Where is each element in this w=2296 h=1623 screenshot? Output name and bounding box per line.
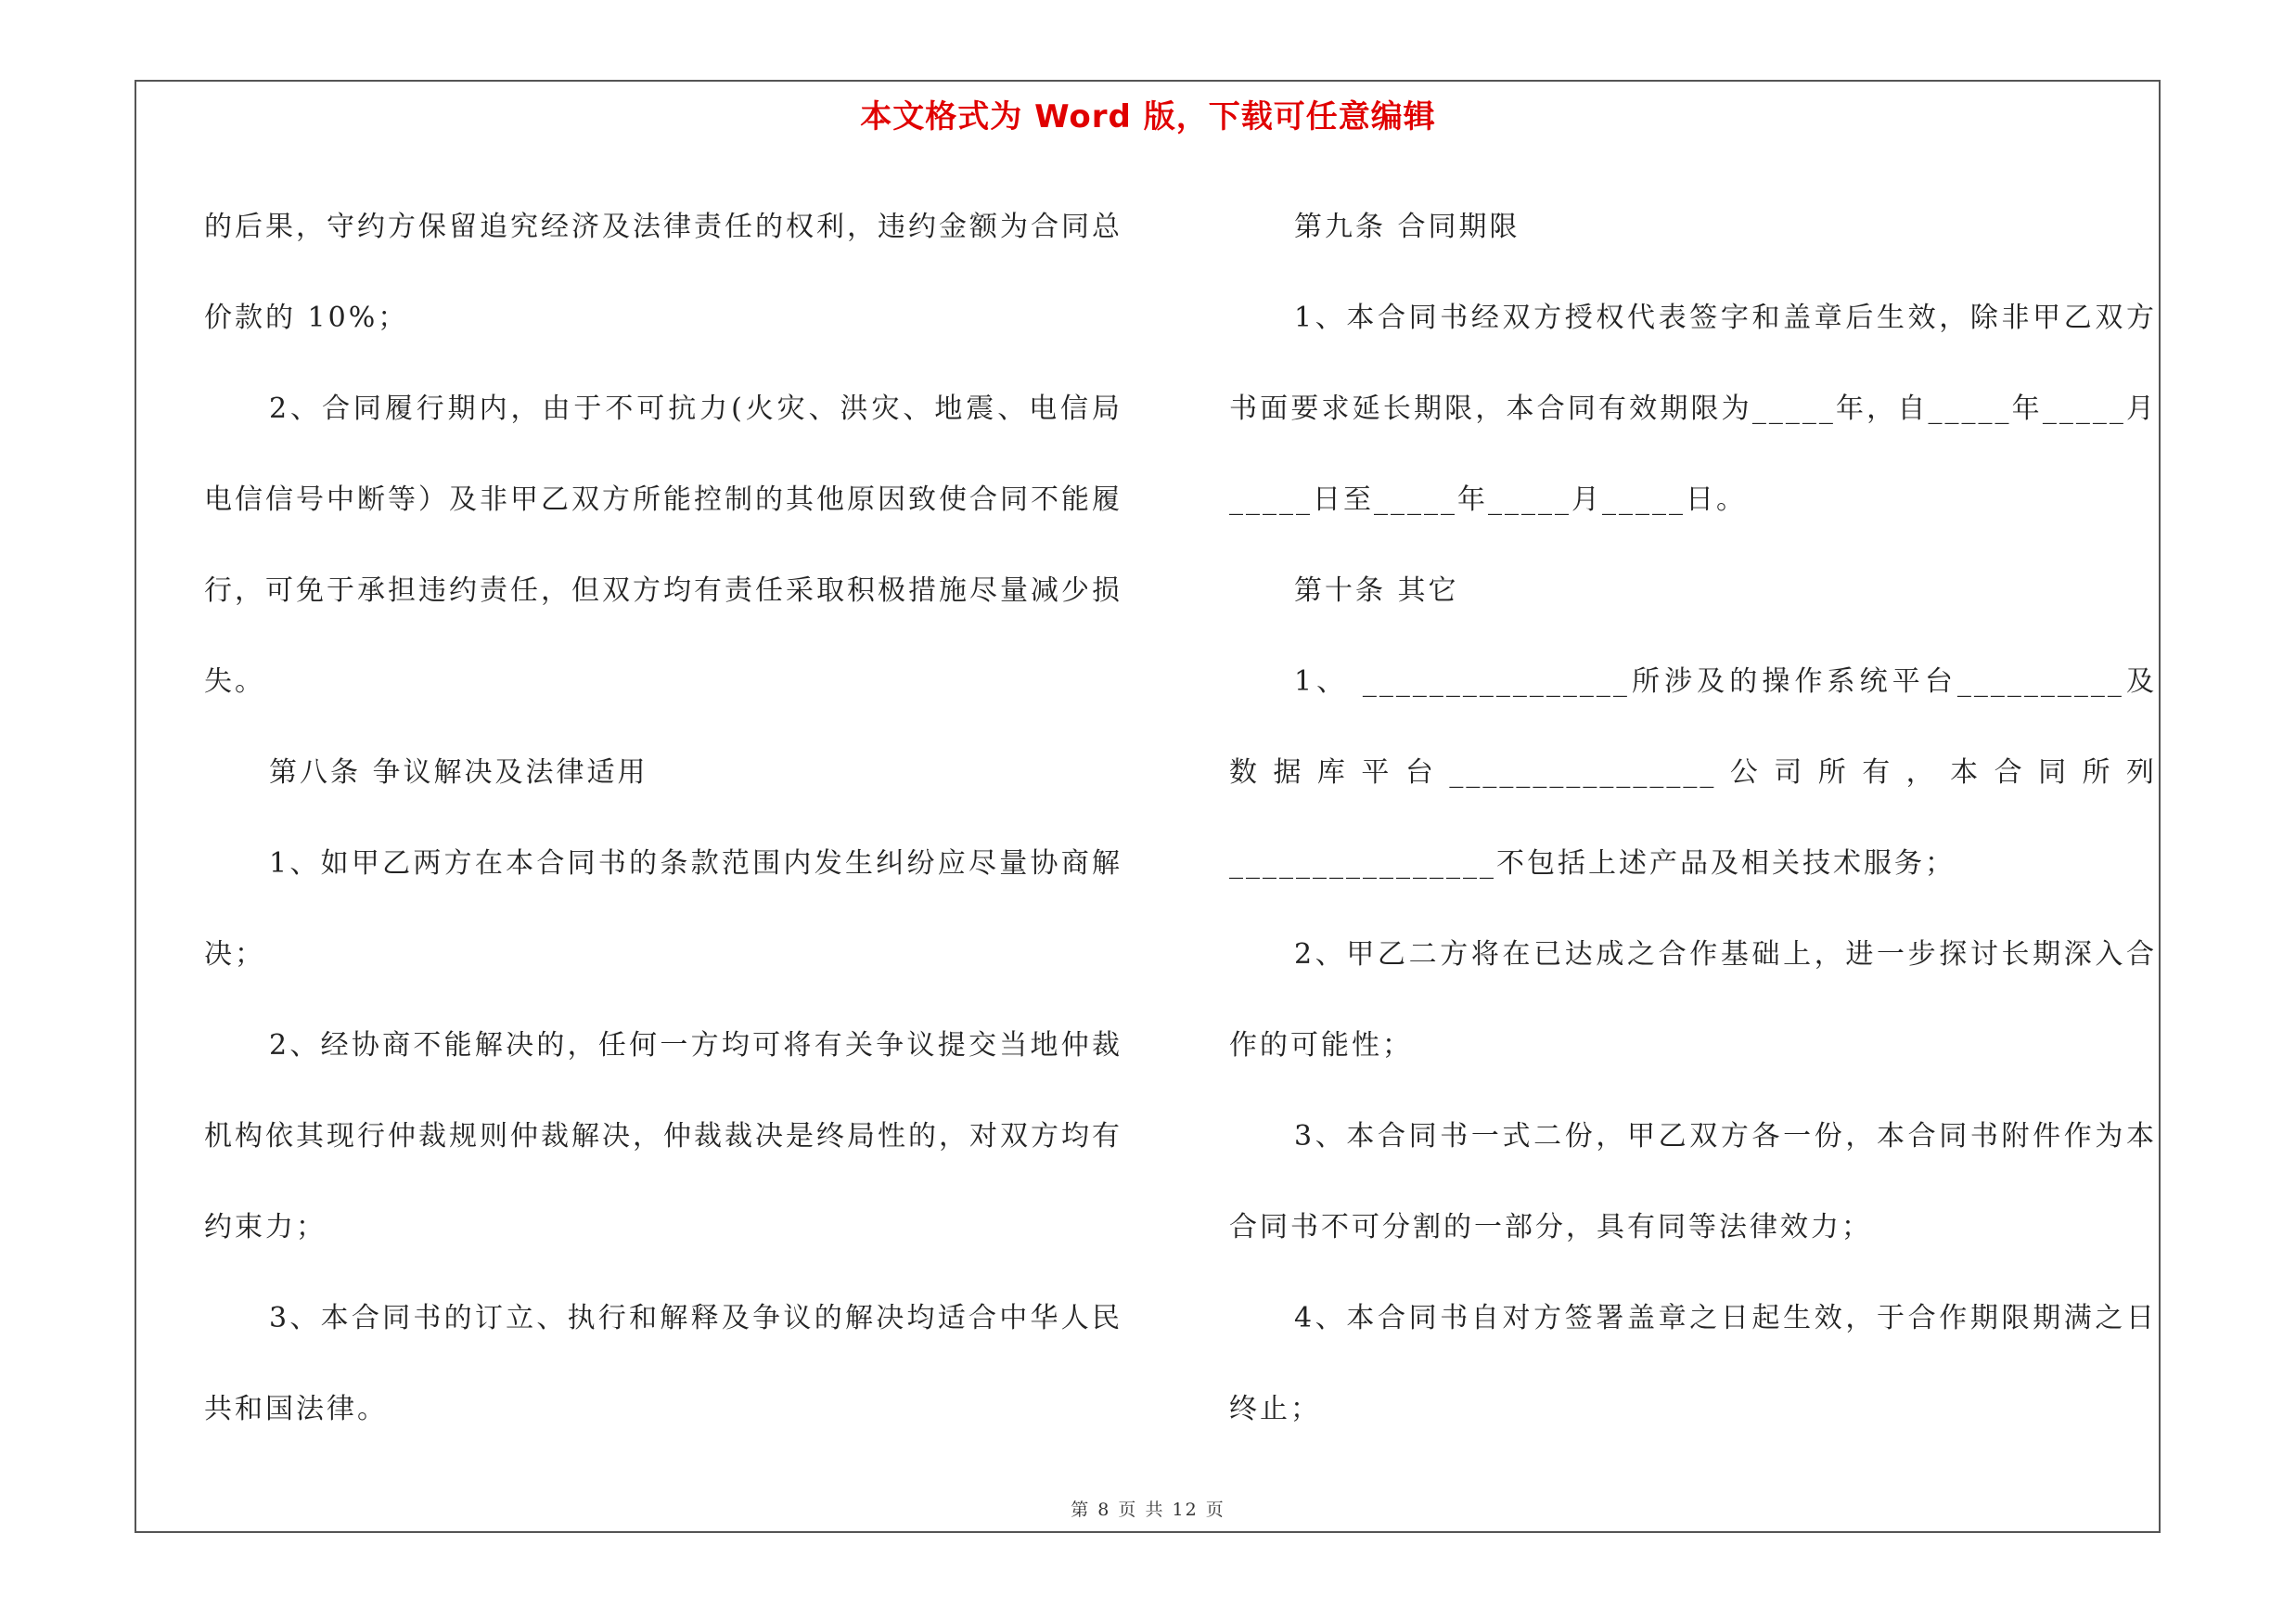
paragraph-contract-term: 1、本合同书经双方授权代表签字和盖章后生效，除非甲乙双方书面要求延长期限，本合同有效期限为_____年，自_____年_____月_____日至_____年_____月_____日。 [1229,302,2157,516]
heading-article-9: 第九条 合同期限 [1294,211,1520,243]
paragraph-platform-ownership: 1、 ________________所涉及的操作系统平台__________及数据库平台________________公司所有，本合同所列________________不包括上述产品及相关技术服务； [1229,665,2157,880]
page-number-footer: 第 8 页 共 12 页 [1071,1500,1225,1520]
heading-article-8: 第八条 争议解决及法律适用 [269,756,648,789]
word-format-banner: 本文格式为 Word 版，下载可任意编辑 [860,98,1436,135]
heading-article-10: 第十条 其它 [1294,574,1459,607]
paragraph-force-majeure: 2、合同履行期内，由于不可抗力(火灾、洪灾、地震、电信局电信信号中断等）及非甲乙双方所能控制的其他原因致使合同不能履行，可免于承担违约责任，但双方均有责任采取积极措施尽量减少损失。 [204,393,1122,698]
paragraph-effective-date: 4、本合同书自对方签署盖章之日起生效，于合作期限期满之日终止； [1229,1302,2157,1425]
left-column [204,182,1122,1455]
paragraph-penalty-continuation: 的后果，守约方保留追究经济及法律责任的权利，违约金额为合同总价款的 10%； [204,211,1122,334]
paragraph-arbitration: 2、经协商不能解决的，任何一方均可将有关争议提交当地仲裁机构依其现行仲裁规则仲裁解决，仲裁裁决是终局性的，对双方均有约束力； [204,1029,1122,1243]
paragraph-governing-law: 3、本合同书的订立、执行和解释及争议的解决均适合中华人民共和国法律。 [204,1302,1122,1425]
right-column [1229,182,2157,1455]
paragraph-copies: 3、本合同书一式二份，甲乙双方各一份，本合同书附件作为本合同书不可分割的一部分，具有同等法律效力； [1229,1120,2157,1243]
paragraph-negotiation: 1、如甲乙两方在本合同书的条款范围内发生纠纷应尽量协商解决； [204,847,1122,971]
paragraph-further-cooperation: 2、甲乙二方将在已达成之合作基础上，进一步探讨长期深入合作的可能性； [1229,938,2157,1062]
